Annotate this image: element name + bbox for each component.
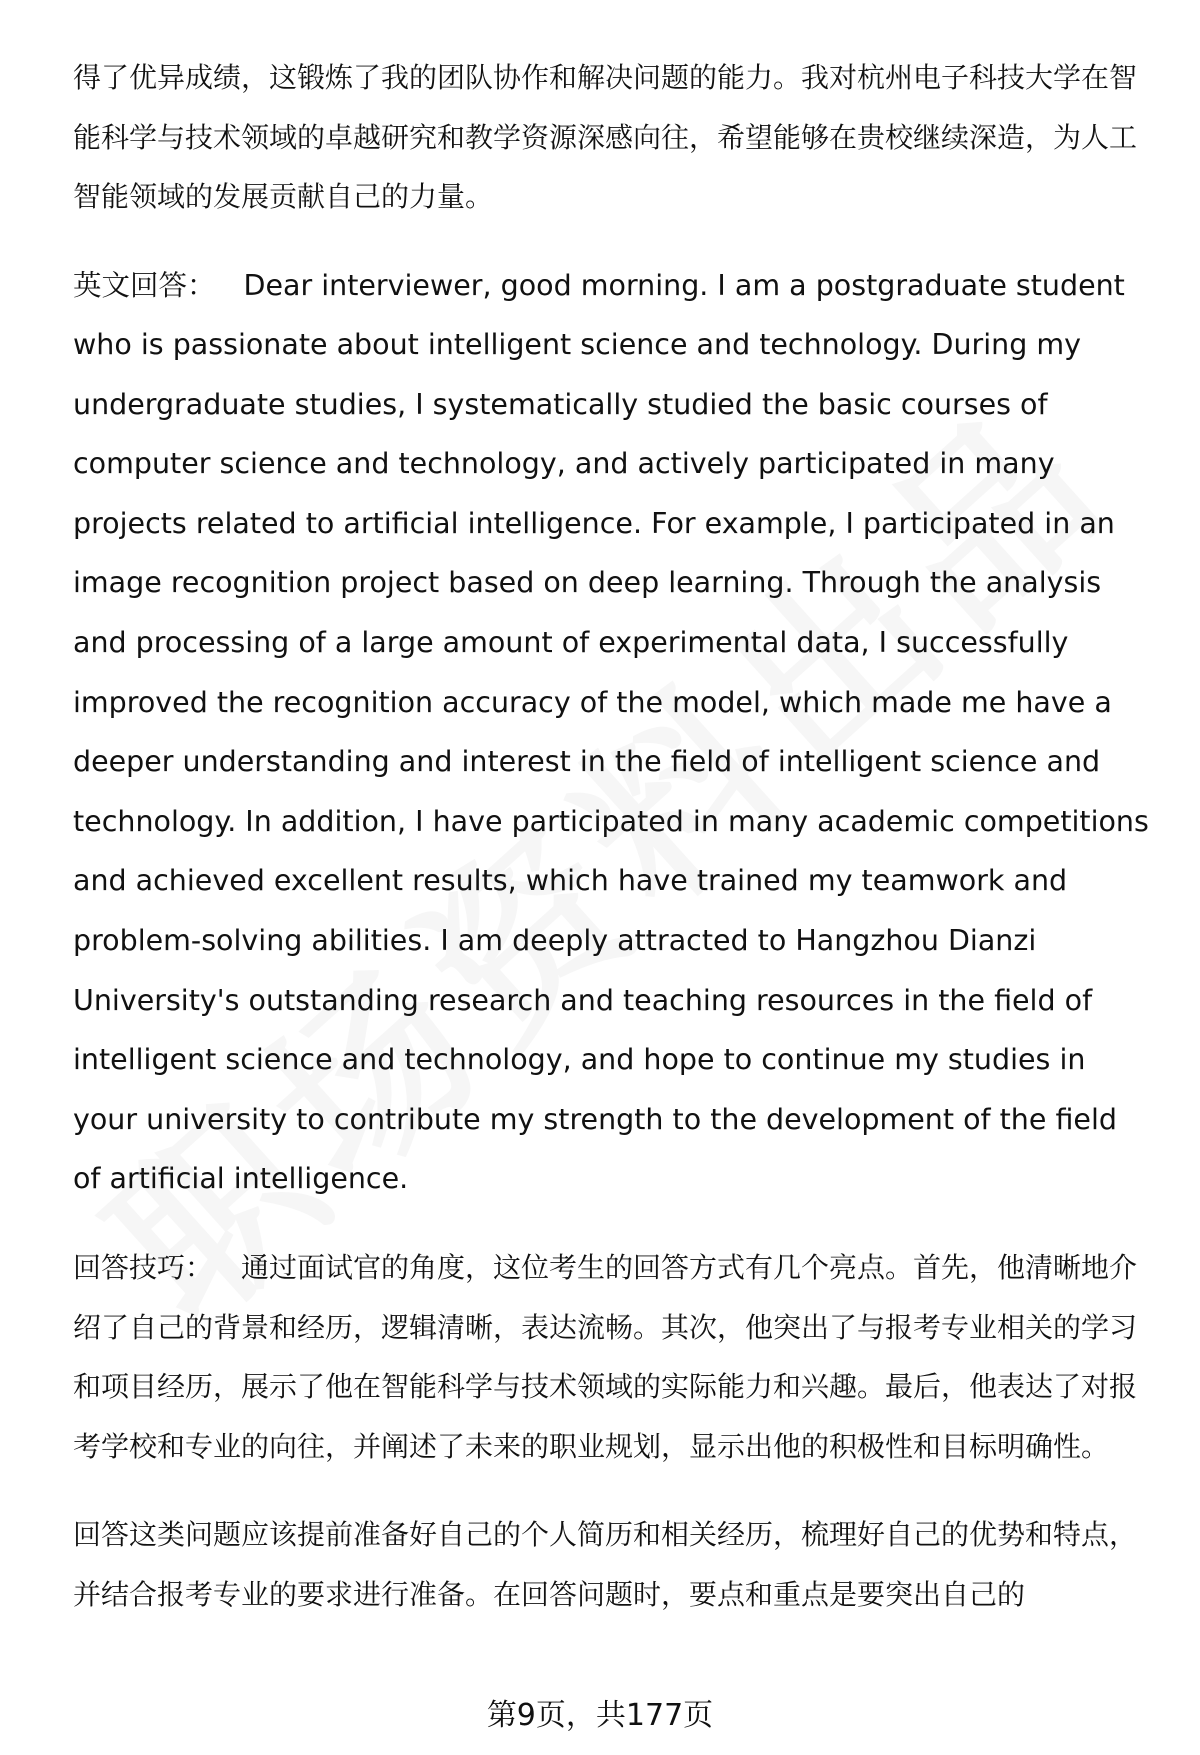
answer-tips-label: 回答技巧： (73, 1251, 214, 1284)
paragraph-answer-tips (73, 1238, 1153, 1476)
answer-tips-text: 通过面试官的角度，这位考生的回答方式有几个亮点。首先，他清晰地介绍了自己的背景和经历，逻辑清晰，表达流畅。其次，他突出了与报考专业相关的学习和项目经历，展示了他在智能科学与技术领域的实际能力和兴趣。最后，他表达了对报考学校和专业的向往，并阐述了未来的职业规划，显示出他的积极性和目标明确性。 (73, 1251, 1138, 1463)
paragraph-english-answer (73, 256, 1153, 1210)
english-answer-label: 英文回答： (73, 268, 216, 302)
english-answer-text: Dear interviewer, good morning. I am a postgraduate student who is passionate about intelligent science and technology. During my undergraduate studies, I systematically studied the basic courses of computer science and technology, and actively participated in many projects related to artificial intelligence. For example, I participated in an image recognition project based on deep learning. Through the analysis and processing of a large amount of experimental data, I successfully improved the recognition accuracy of the model, which made me have a deeper understanding and interest in the field of intelligent science and technology. In addition, I have participated in many academic competitions and achieved excellent results, which have trained my teamwork and problem-solving abilities. I am deeply attracted to Hangzhou Dianzi University's outstanding research and teaching resources in the field of intelligent science and technology, and hope to continue my studies in your university to contribute my strength to the development of the field of artificial intelligence. (73, 268, 1149, 1196)
paragraph-advice: 回答这类问题应该提前准备好自己的个人简历和相关经历，梳理好自己的优势和特点，并结合报考专业的要求进行准备。在回答问题时，要点和重点是要突出自己的 (73, 1518, 1138, 1611)
page-number: 第9页，共177页 (486, 1698, 714, 1733)
paragraph-intro-tail: 得了优异成绩，这锻炼了我的团队协作和解决问题的能力。我对杭州电子科技大学在智能科学与技术领域的卓越研究和教学资源深感向往，希望能够在贵校继续深造，为人工智能领域的发展贡献自己的力量。 (73, 61, 1138, 213)
document-body (73, 48, 1153, 1624)
